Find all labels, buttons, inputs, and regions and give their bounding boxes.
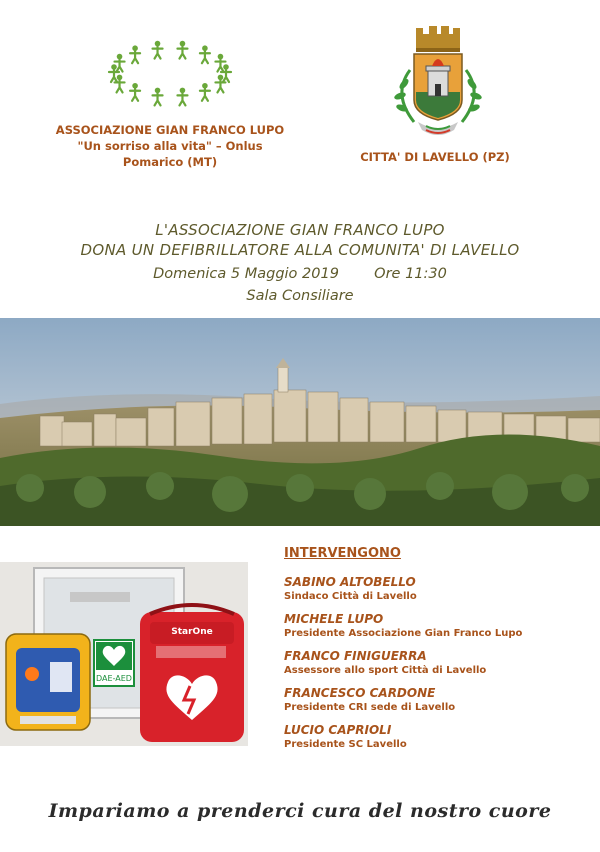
speaker-item — [284, 723, 584, 751]
child-figure-icon — [109, 64, 119, 82]
child-figure-icon — [130, 45, 140, 63]
speaker-role: Presidente SC Lavello — [284, 739, 407, 750]
speaker-item — [284, 649, 584, 677]
speaker-item — [284, 612, 584, 640]
speaker-role: Sindaco Città di Lavello — [284, 591, 417, 602]
speakers-section — [284, 546, 584, 760]
speaker-name: FRANCO FINIGUERRA — [284, 649, 427, 663]
speaker-item — [284, 575, 584, 603]
child-figure-icon — [115, 75, 125, 93]
speaker-name: SABINO ALTOBELLO — [284, 575, 416, 589]
association-subtitle: "Un sorriso alla vita" – Onlus — [77, 139, 263, 153]
city-coat-of-arms — [386, 22, 490, 144]
association-name: ASSOCIAZIONE GIAN FRANCO LUPO — [55, 123, 285, 137]
event-time: Ore 11:30 — [374, 266, 447, 282]
association-logo — [102, 40, 238, 108]
aed-sign-label: DAE-AED — [96, 674, 132, 683]
brand-label: StarOne — [171, 627, 213, 637]
child-figure-icon — [221, 64, 231, 82]
child-figure-icon — [115, 54, 125, 72]
headline-line-2: DONA UN DEFIBRILLATORE ALLA COMUNITA' DI LAVELLO — [80, 241, 520, 259]
defibrillator-photo — [0, 562, 248, 746]
speaker-name: LUCIO CAPRIOLI — [284, 723, 392, 737]
speaker-role: Presidente CRI sede di Lavello — [284, 702, 456, 713]
speaker-item — [284, 686, 584, 714]
speaker-name: MICHELE LUPO — [284, 612, 384, 626]
town-panorama-photo — [0, 318, 600, 526]
child-figure-icon — [200, 83, 210, 101]
child-figure-icon — [200, 45, 210, 63]
child-figure-icon — [215, 75, 225, 93]
event-date: Domenica 5 Maggio 2019 — [153, 266, 339, 282]
city-name: CITTA' DI LAVELLO (PZ) — [360, 150, 510, 164]
speaker-role: Assessore allo sport Città di Lavello — [284, 665, 487, 676]
speaker-name: FRANCESCO CARDONE — [284, 686, 436, 700]
child-figure-icon — [177, 88, 187, 106]
child-figure-icon — [153, 41, 163, 59]
child-figure-icon — [153, 88, 163, 106]
headline-line-1: L'ASSOCIAZIONE GIAN FRANCO LUPO — [155, 221, 445, 239]
child-figure-icon — [130, 83, 140, 101]
motto: Impariamo a prenderci cura del nostro cuore — [48, 800, 552, 822]
speaker-role: Presidente Associazione Gian Franco Lupo — [284, 628, 523, 639]
association-block — [40, 122, 300, 170]
speakers-heading: INTERVENGONO — [284, 546, 401, 561]
child-figure-icon — [215, 54, 225, 72]
event-venue: Sala Consiliare — [246, 288, 354, 304]
child-figure-icon — [177, 41, 187, 59]
event-datetime — [0, 266, 600, 282]
association-location: Pomarico (MT) — [122, 155, 218, 169]
